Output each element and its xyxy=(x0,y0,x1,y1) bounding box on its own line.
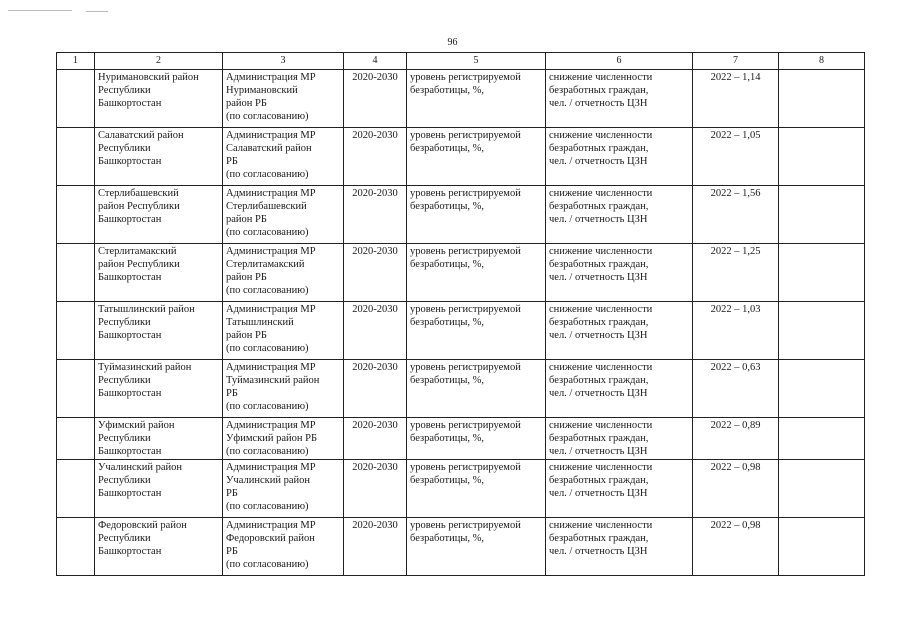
cell-text-line: Башкортостан xyxy=(98,156,162,167)
administration-cell xyxy=(223,128,344,186)
value-cell: 2022 – 1,03 xyxy=(693,302,779,360)
cell-text-line: Администрация МР xyxy=(226,188,316,199)
administration-cell xyxy=(223,70,344,128)
cell-text-line: безработных граждан, xyxy=(549,259,649,270)
cell-text-line: район Республики xyxy=(98,201,180,212)
cell-text-line: безработных граждан, xyxy=(549,375,649,386)
cell-text-line: Республики xyxy=(98,143,151,154)
target-cell xyxy=(546,128,693,186)
period-cell: 2020-2030 xyxy=(344,70,407,128)
administration-cell xyxy=(223,418,344,460)
cell-text-line: Республики xyxy=(98,433,151,444)
district-cell xyxy=(95,418,223,460)
value-cell: 2022 – 0,98 xyxy=(693,460,779,518)
cell-text-line: чел. / отчетность ЦЗН xyxy=(549,546,648,557)
cell-text-line: снижение численности xyxy=(549,246,653,257)
cell-text-line: Учалинский район xyxy=(226,475,310,486)
cell-text-line: снижение численности xyxy=(549,188,653,199)
table-row xyxy=(57,302,865,360)
cell-text-line: уровень регистрируемой xyxy=(410,420,521,431)
cell-text-line: безработицы, %, xyxy=(410,259,485,270)
notes-cell xyxy=(779,518,865,576)
cell-text-line: Стерлитамакский xyxy=(226,259,305,270)
target-cell xyxy=(546,186,693,244)
column-header: 5 xyxy=(407,53,546,70)
cell-text-line: безработицы, %, xyxy=(410,533,485,544)
scan-artifact-line xyxy=(8,10,72,11)
cell-text-line: РБ xyxy=(226,546,238,557)
cell-text-line: безработных граждан, xyxy=(549,533,649,544)
notes-cell xyxy=(779,128,865,186)
period-cell: 2020-2030 xyxy=(344,360,407,418)
cell-text-line: Салаватский район xyxy=(98,130,184,141)
period-cell: 2020-2030 xyxy=(344,460,407,518)
cell-text-line: чел. / отчетность ЦЗН xyxy=(549,388,648,399)
indicator-cell xyxy=(407,460,546,518)
cell-text-line: снижение численности xyxy=(549,362,653,373)
target-cell xyxy=(546,460,693,518)
indicator-cell xyxy=(407,186,546,244)
cell-text-line: Башкортостан xyxy=(98,388,162,399)
cell-text-line: (по согласованию) xyxy=(226,446,309,457)
indicator-cell xyxy=(407,128,546,186)
row-number-cell xyxy=(57,70,95,128)
cell-text-line: снижение численности xyxy=(549,520,653,531)
notes-cell xyxy=(779,186,865,244)
indicator-cell xyxy=(407,70,546,128)
notes-cell xyxy=(779,70,865,128)
row-number-cell xyxy=(57,128,95,186)
cell-text-line: чел. / отчетность ЦЗН xyxy=(549,156,648,167)
cell-text-line: уровень регистрируемой xyxy=(410,72,521,83)
indicator-cell xyxy=(407,360,546,418)
cell-text-line: Башкортостан xyxy=(98,330,162,341)
cell-text-line: безработных граждан, xyxy=(549,143,649,154)
cell-text-line: безработицы, %, xyxy=(410,475,485,486)
cell-text-line: чел. / отчетность ЦЗН xyxy=(549,330,648,341)
column-header: 8 xyxy=(779,53,865,70)
notes-cell xyxy=(779,418,865,460)
scan-artifact-line xyxy=(86,11,108,12)
cell-text-line: безработицы, %, xyxy=(410,375,485,386)
cell-text-line: РБ xyxy=(226,156,238,167)
cell-text-line: чел. / отчетность ЦЗН xyxy=(549,214,648,225)
cell-text-line: Татышлинский район xyxy=(98,304,195,315)
cell-text-line: безработицы, %, xyxy=(410,143,485,154)
cell-text-line: Республики xyxy=(98,85,151,96)
table-row xyxy=(57,518,865,576)
cell-text-line: безработицы, %, xyxy=(410,85,485,96)
notes-cell xyxy=(779,244,865,302)
cell-text-line: Башкортостан xyxy=(98,214,162,225)
district-cell xyxy=(95,302,223,360)
value-cell: 2022 – 1,25 xyxy=(693,244,779,302)
period-cell: 2020-2030 xyxy=(344,302,407,360)
indicator-cell xyxy=(407,418,546,460)
administration-cell xyxy=(223,244,344,302)
administration-cell xyxy=(223,460,344,518)
cell-text-line: Стерлитамакский xyxy=(98,246,177,257)
district-cell xyxy=(95,186,223,244)
target-cell xyxy=(546,70,693,128)
administration-cell xyxy=(223,518,344,576)
cell-text-line: район РБ xyxy=(226,330,267,341)
cell-text-line: Нуримановский район xyxy=(98,72,199,83)
cell-text-line: Администрация МР xyxy=(226,462,316,473)
cell-text-line: РБ xyxy=(226,488,238,499)
cell-text-line: безработных граждан, xyxy=(549,85,649,96)
column-header: 7 xyxy=(693,53,779,70)
cell-text-line: снижение численности xyxy=(549,462,653,473)
table-row xyxy=(57,70,865,128)
cell-text-line: снижение численности xyxy=(549,130,653,141)
district-cell xyxy=(95,244,223,302)
cell-text-line: Администрация МР xyxy=(226,246,316,257)
administration-cell xyxy=(223,360,344,418)
cell-text-line: уровень регистрируемой xyxy=(410,188,521,199)
column-header: 6 xyxy=(546,53,693,70)
value-cell: 2022 – 0,63 xyxy=(693,360,779,418)
row-number-cell xyxy=(57,186,95,244)
cell-text-line: уровень регистрируемой xyxy=(410,520,521,531)
cell-text-line: Татышлинский xyxy=(226,317,294,328)
district-cell xyxy=(95,460,223,518)
cell-text-line: (по согласованию) xyxy=(226,401,309,412)
period-cell: 2020-2030 xyxy=(344,418,407,460)
cell-text-line: Туймазинский район xyxy=(226,375,320,386)
value-cell: 2022 – 0,89 xyxy=(693,418,779,460)
cell-text-line: Башкортостан xyxy=(98,546,162,557)
table-header-row xyxy=(57,53,865,70)
cell-text-line: Стерлибашевский xyxy=(226,201,307,212)
row-number-cell xyxy=(57,518,95,576)
district-cell xyxy=(95,128,223,186)
cell-text-line: безработицы, %, xyxy=(410,201,485,212)
cell-text-line: Администрация МР xyxy=(226,362,316,373)
cell-text-line: Башкортостан xyxy=(98,98,162,109)
cell-text-line: Республики xyxy=(98,475,151,486)
table-row xyxy=(57,418,865,460)
cell-text-line: РБ xyxy=(226,388,238,399)
cell-text-line: Администрация МР xyxy=(226,520,316,531)
table-row xyxy=(57,128,865,186)
cell-text-line: Башкортостан xyxy=(98,446,162,457)
cell-text-line: уровень регистрируемой xyxy=(410,462,521,473)
cell-text-line: (по согласованию) xyxy=(226,559,309,570)
indicator-cell xyxy=(407,518,546,576)
cell-text-line: район РБ xyxy=(226,98,267,109)
value-cell: 2022 – 1,05 xyxy=(693,128,779,186)
report-table xyxy=(56,52,865,576)
cell-text-line: уровень регистрируемой xyxy=(410,130,521,141)
cell-text-line: снижение численности xyxy=(549,304,653,315)
column-header: 3 xyxy=(223,53,344,70)
period-cell: 2020-2030 xyxy=(344,128,407,186)
table-row xyxy=(57,186,865,244)
cell-text-line: безработных граждан, xyxy=(549,475,649,486)
column-header: 4 xyxy=(344,53,407,70)
cell-text-line: район РБ xyxy=(226,214,267,225)
cell-text-line: чел. / отчетность ЦЗН xyxy=(549,98,648,109)
cell-text-line: Федоровский район xyxy=(226,533,315,544)
table-row xyxy=(57,460,865,518)
row-number-cell xyxy=(57,418,95,460)
indicator-cell xyxy=(407,302,546,360)
table-row xyxy=(57,244,865,302)
target-cell xyxy=(546,418,693,460)
cell-text-line: Стерлибашевский xyxy=(98,188,179,199)
cell-text-line: безработных граждан, xyxy=(549,433,649,444)
value-cell: 2022 – 1,14 xyxy=(693,70,779,128)
row-number-cell xyxy=(57,302,95,360)
value-cell: 2022 – 0,98 xyxy=(693,518,779,576)
cell-text-line: Федоровский район xyxy=(98,520,187,531)
row-number-cell xyxy=(57,360,95,418)
cell-text-line: район РБ xyxy=(226,272,267,283)
cell-text-line: безработных граждан, xyxy=(549,317,649,328)
target-cell xyxy=(546,518,693,576)
cell-text-line: уровень регистрируемой xyxy=(410,304,521,315)
cell-text-line: безработицы, %, xyxy=(410,433,485,444)
cell-text-line: (по согласованию) xyxy=(226,501,309,512)
cell-text-line: Республики xyxy=(98,317,151,328)
cell-text-line: (по согласованию) xyxy=(226,169,309,180)
notes-cell xyxy=(779,302,865,360)
cell-text-line: Администрация МР xyxy=(226,130,316,141)
target-cell xyxy=(546,302,693,360)
period-cell: 2020-2030 xyxy=(344,186,407,244)
district-cell xyxy=(95,518,223,576)
row-number-cell xyxy=(57,460,95,518)
period-cell: 2020-2030 xyxy=(344,244,407,302)
district-cell xyxy=(95,70,223,128)
column-header: 2 xyxy=(95,53,223,70)
table-row xyxy=(57,360,865,418)
cell-text-line: Салаватский район xyxy=(226,143,312,154)
cell-text-line: (по согласованию) xyxy=(226,227,309,238)
cell-text-line: Республики xyxy=(98,375,151,386)
cell-text-line: Башкортостан xyxy=(98,272,162,283)
notes-cell xyxy=(779,360,865,418)
row-number-cell xyxy=(57,244,95,302)
cell-text-line: (по согласованию) xyxy=(226,111,309,122)
cell-text-line: район Республики xyxy=(98,259,180,270)
district-cell xyxy=(95,360,223,418)
cell-text-line: снижение численности xyxy=(549,72,653,83)
cell-text-line: снижение численности xyxy=(549,420,653,431)
cell-text-line: уровень регистрируемой xyxy=(410,246,521,257)
target-cell xyxy=(546,244,693,302)
cell-text-line: Администрация МР xyxy=(226,72,316,83)
cell-text-line: Уфимский район xyxy=(98,420,175,431)
page-number: 96 xyxy=(447,37,458,48)
cell-text-line: безработных граждан, xyxy=(549,201,649,212)
value-cell: 2022 – 1,56 xyxy=(693,186,779,244)
cell-text-line: безработицы, %, xyxy=(410,317,485,328)
cell-text-line: Нуримановский xyxy=(226,85,298,96)
cell-text-line: Администрация МР xyxy=(226,420,316,431)
cell-text-line: (по согласованию) xyxy=(226,343,309,354)
cell-text-line: Башкортостан xyxy=(98,488,162,499)
cell-text-line: (по согласованию) xyxy=(226,285,309,296)
period-cell: 2020-2030 xyxy=(344,518,407,576)
administration-cell xyxy=(223,186,344,244)
cell-text-line: чел. / отчетность ЦЗН xyxy=(549,272,648,283)
cell-text-line: чел. / отчетность ЦЗН xyxy=(549,446,648,457)
cell-text-line: Администрация МР xyxy=(226,304,316,315)
notes-cell xyxy=(779,460,865,518)
cell-text-line: Республики xyxy=(98,533,151,544)
cell-text-line: чел. / отчетность ЦЗН xyxy=(549,488,648,499)
cell-text-line: уровень регистрируемой xyxy=(410,362,521,373)
administration-cell xyxy=(223,302,344,360)
column-header: 1 xyxy=(57,53,95,70)
cell-text-line: Туймазинский район xyxy=(98,362,192,373)
cell-text-line: Уфимский район РБ xyxy=(226,433,318,444)
target-cell xyxy=(546,360,693,418)
cell-text-line: Учалинский район xyxy=(98,462,182,473)
indicator-cell xyxy=(407,244,546,302)
